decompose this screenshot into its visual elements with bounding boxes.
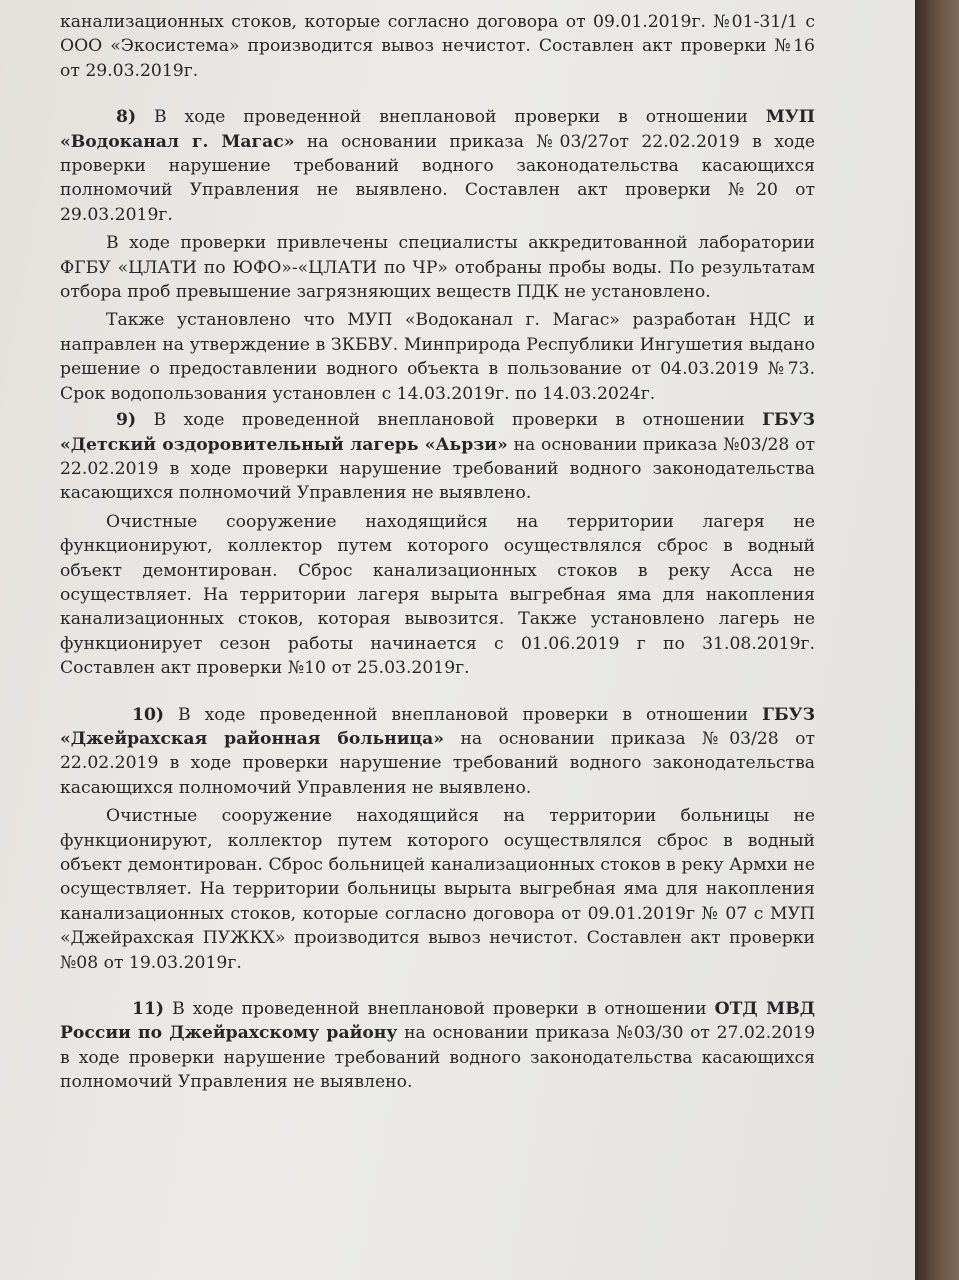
- item-11-number: 11): [132, 999, 165, 1020]
- item-9-paragraph-2: Очистные сооружение находящийся на территории лагеря не функционируют, коллектор путем которого осуществлялся сброс в водный объект демонтирован. Сброс канализационных стоков в реку Асса не осуществляет. На территории лагеря вырыта выгребная яма для накопления канализационных стоков, которая вывозится. Также установлено лагерь не функционирует сезон работы начинается с 01.06.2019 г по 31.08.2019г. Составлен акт проверки №10 от 25.03.2019г.: [60, 511, 815, 679]
- item-8-lead: В ходе проведенной внеплановой проверки в отношении: [154, 107, 748, 128]
- item-10: [60, 703, 815, 801]
- item-9-lead: В ходе проведенной внеплановой проверки в отношении: [153, 410, 745, 431]
- item-11-organization: ОТД МВД России по Джейрахскому району: [60, 999, 815, 1044]
- item-9: [60, 408, 815, 506]
- item-11: [60, 997, 815, 1095]
- item-8: [60, 105, 815, 227]
- table-surface-edge: [915, 0, 959, 1280]
- item-8-text: на основании приказа №03/27от 22.02.2019 в ходе проверки нарушение требований водного законодательства касающихся полномочий Управления не выявлено. Составлен акт проверки №20 от 29.03.2019г.: [60, 131, 816, 225]
- item-11-text: на основании приказа №03/30 от 27.02.2019 в ходе проверки нарушение требований водного законодательства касающихся полномочий Управления не выявлено.: [60, 1023, 816, 1093]
- spacer: [60, 681, 815, 703]
- item-10-lead: В ходе проведенной внеплановой проверки в отношении: [178, 704, 749, 725]
- item-11-lead: В ходе проведенной внеплановой проверки в отношении: [172, 999, 707, 1020]
- item-10-number: 10): [132, 704, 165, 725]
- item-9-text: на основании приказа №03/28 от 22.02.2019 в ходе проверки нарушение требований водного законодательства касающихся полномочий Управления не выявлено.: [60, 434, 815, 504]
- item-8-paragraph-3: Также установлено что МУП «Водоканал г. Магас» разработан НДС и направлен на утверждение в ЗКБВУ. Минприрода Республики Ингушетия выдано решение о предоставлении водного объекта в пользование от 04.03.2019 №73. Срок водопользования установлен с 14.03.2019г. по 14.03.2024г.: [60, 310, 815, 404]
- item-10-paragraph-2: Очистные сооружение находящийся на территории больницы не функционируют, коллектор путем которого осуществлялся сброс в водный объект демонтирован. Сброс больницей канализационных стоков в реку Армхи не осуществляет. На территории больницы вырыта выгребная яма для накопления канализационных стоков, которые согласно договора от 09.01.2019г № 07 с МУП «Джейрахская ПУЖКХ» производится вывоз нечистот. Составлен акт проверки №08 от 19.03.2019г.: [60, 806, 815, 973]
- spacer: [60, 975, 815, 997]
- item-10-text: на основании приказа №03/28 от 22.02.2019 в ходе проверки нарушение требований водного законодательства касающихся полномочий Управления не выявлено.: [60, 728, 815, 798]
- item-10-organization: ГБУЗ «Джейрахская районная больница»: [60, 704, 815, 749]
- item-8-organization: МУП «Водоканал г. Магас»: [60, 107, 815, 152]
- paragraph-intro: канализационных стоков, которые согласно договора от 09.01.2019г. №01-31/1 с ООО «Экосистема» производится вывоз нечистот. Составлен акт проверки №16 от 29.03.2019г.: [60, 12, 815, 81]
- document-text: [60, 10, 815, 1095]
- item-9-number: 9): [116, 410, 137, 431]
- item-8-number: 8): [116, 107, 137, 128]
- item-8-paragraph-2: В ходе проверки привлечены специалисты аккредитованной лаборатории ФГБУ «ЦЛАТИ по ЮФО»-«ЦЛАТИ по ЧР» отобраны пробы воды. По результатам отбора проб превышение загрязняющих веществ ПДК не установлено.: [60, 233, 815, 303]
- item-9-organization: ГБУЗ «Детский оздоровительный лагерь «Аьрзи»: [60, 410, 816, 455]
- spacer: [60, 83, 815, 105]
